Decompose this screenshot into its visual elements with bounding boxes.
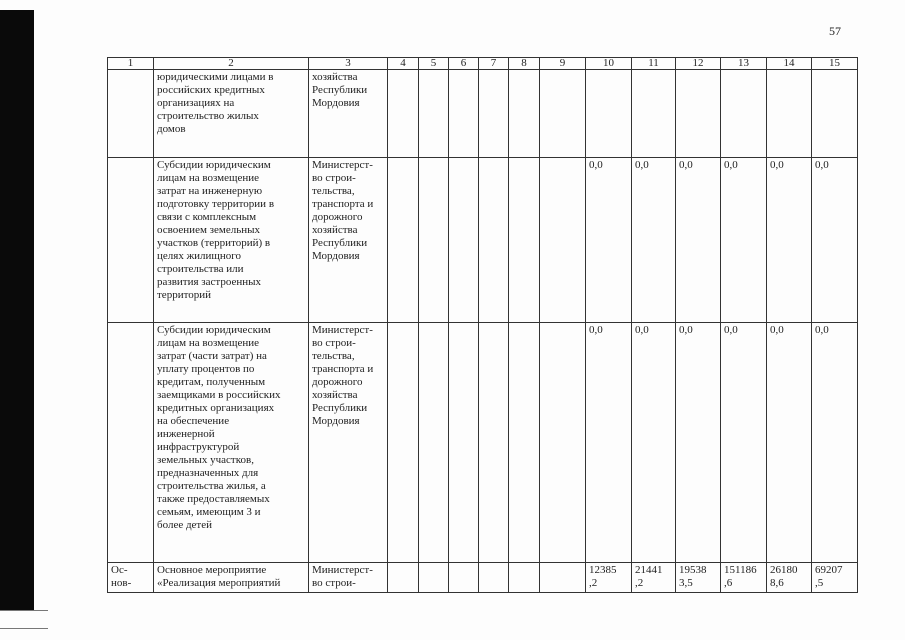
header-cell: 7	[479, 58, 509, 70]
measure-name: Субсидии юридическим лицам на возмещение затрат (части затрат) на уплату процентов по кредитам, полученным заемщиками в российских кредитных организациях на обеспечение инженерной инфраструктурой земельных участков, предназначенных для строительства жилья, а также предоставляемых семьям, имеющим 3 и более детей	[157, 324, 281, 531]
header-cell: 14	[767, 58, 812, 70]
value-cell: 0,0	[679, 159, 693, 171]
header-cell: 5	[419, 58, 449, 70]
header-cell: 8	[509, 58, 540, 70]
value-cell: 0,0	[635, 324, 649, 336]
column-number-row	[108, 58, 858, 70]
executor: Министерст- во строи- тельства, транспорта и дорожного хозяйства Республики Мордовия	[312, 159, 374, 262]
value-cell: 0,0	[635, 159, 649, 171]
page-number: 57	[829, 24, 841, 38]
value-cell: 19538 3,5	[679, 564, 707, 589]
header-cell: 11	[632, 58, 676, 70]
header-cell: 2	[154, 58, 309, 70]
value-cell: 0,0	[724, 159, 738, 171]
value-cell: 12385 ,2	[589, 564, 617, 589]
header-cell: 10	[586, 58, 632, 70]
header-cell: 3	[309, 58, 388, 70]
measure-name: Основное мероприятие «Реализация мероприятий	[157, 564, 281, 589]
header-cell: 9	[540, 58, 586, 70]
table-row	[108, 158, 858, 323]
measure-name: Субсидии юридическим лицам на возмещение затрат на инженерную подготовку территории в связи с комплексным освоением земельных участков (территорий) в целях жилищного строительства или развития застроенных территорий	[157, 159, 275, 301]
table-row	[108, 70, 858, 158]
executor: Министерст- во строи- тельства, транспорта и дорожного хозяйства Республики Мордовия	[312, 324, 374, 427]
budget-table	[107, 57, 858, 593]
value-cell: 0,0	[724, 324, 738, 336]
header-cell: 13	[721, 58, 767, 70]
value-cell: 0,0	[815, 159, 829, 171]
value-cell: 0,0	[770, 324, 784, 336]
table-row	[108, 563, 858, 593]
executor: хозяйства Республики Мордовия	[312, 71, 368, 109]
value-cell: 0,0	[589, 324, 603, 336]
scan-artifact-line	[0, 628, 48, 629]
header-cell: 6	[449, 58, 479, 70]
measure-name: юридическими лицами в российских кредитных организациях на строительство жилых домов	[157, 71, 274, 135]
value-cell: 26180 8,6	[770, 564, 798, 589]
value-cell: 0,0	[770, 159, 784, 171]
value-cell: 151186 ,6	[724, 564, 757, 589]
scan-artifact-line	[0, 610, 48, 611]
value-cell: 0,0	[589, 159, 603, 171]
value-cell: 21441 ,2	[635, 564, 663, 589]
value-cell: 0,0	[679, 324, 693, 336]
header-cell: 15	[812, 58, 858, 70]
header-cell: 1	[108, 58, 154, 70]
table-row	[108, 323, 858, 563]
row-code: Ос- нов-	[111, 564, 132, 589]
executor: Министерст- во строи-	[312, 564, 373, 589]
value-cell: 69207 ,5	[815, 564, 843, 589]
header-cell: 4	[388, 58, 419, 70]
header-cell: 12	[676, 58, 721, 70]
value-cell: 0,0	[815, 324, 829, 336]
scan-black-edge	[0, 10, 34, 610]
